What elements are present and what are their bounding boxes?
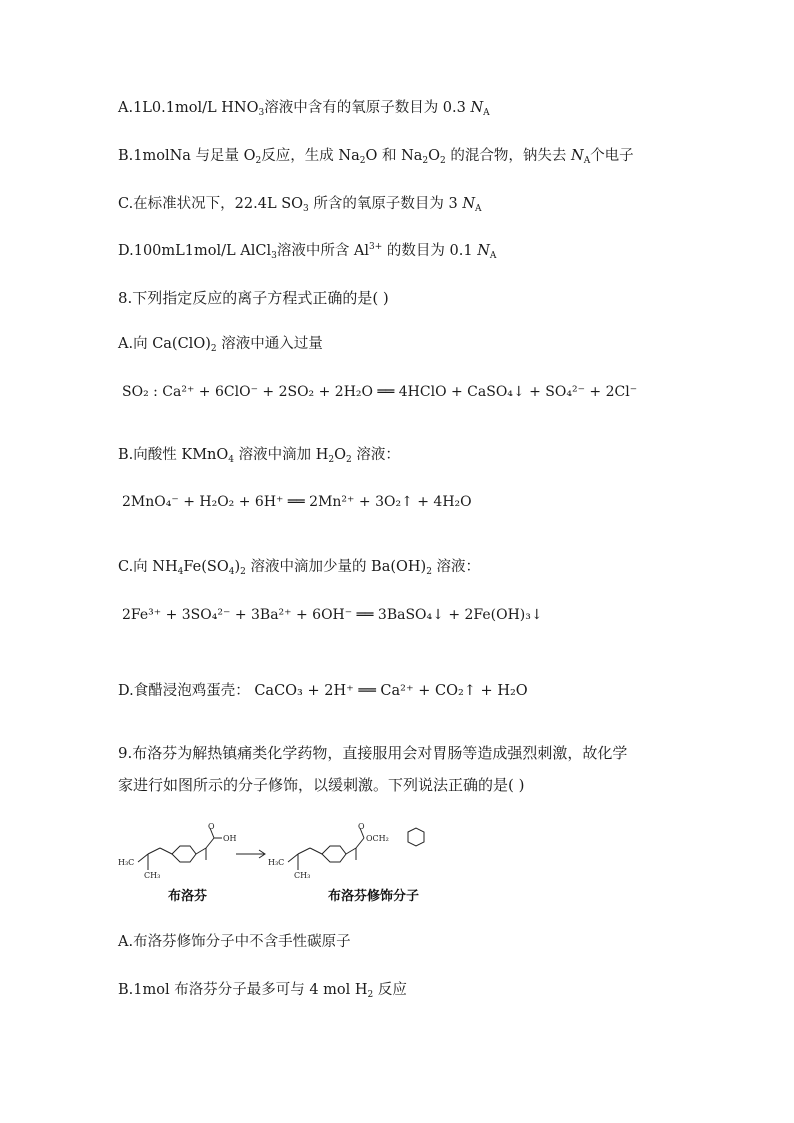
q9-option-b: B.1mol 布洛芬分子最多可与 4 mol $H_2$ 反应 — [118, 982, 407, 1000]
q9-stem-line2: 家进行如图所示的分子修饰，以缓刺激。下列说法正确的是( ) — [118, 776, 525, 794]
h3c-label-left: H₃C — [118, 858, 135, 867]
modified-ibuprofen-label: 布洛芬修饰分子 — [328, 889, 420, 904]
q8-option-d: D.食醋浸泡鸡蛋壳： CaCO₃ + 2H⁺ ══ Ca²⁺ + CO₂↑ + H₂O — [118, 683, 528, 699]
q8-option-b-equation: 2MnO₄⁻ + H₂O₂ + 6H⁺ ══ 2Mn²⁺ + 3O₂↑ + 4H₂O — [122, 494, 472, 510]
q8-option-c-equation: 2Fe³⁺ + 3SO₄²⁻ + 3Ba²⁺ + 6OH⁻ ══ 3BaSO₄↓ + 2Fe(OH)₃↓ — [122, 607, 543, 623]
o-label-right: O — [358, 822, 365, 831]
q8-option-b: B.向酸性 KMnO$_4$ 溶液中滴加 $H_2O_2$ 溶液： — [118, 447, 400, 465]
q8-option-a-equation: SO₂ : Ca²⁺ + 6ClO⁻ + 2SO₂ + 2H₂O ══ 4HClO + CaSO₄↓ + SO₄²⁻ + 2Cl⁻ — [122, 384, 638, 400]
o-label-left: O — [208, 822, 215, 831]
oh-label: OH — [223, 834, 237, 843]
q8-option-c: C.向 $NH_4Fe(SO_4)_2$ 溶液中滴加少量的 $Ba(OH)_2$ 溶液： — [118, 559, 481, 577]
ibuprofen-modification-figure — [118, 820, 438, 910]
ch3-label-left: CH₃ — [144, 871, 161, 880]
q7-option-c: C.在标准状况下，22.4L $SO_3$ 所含的氧原子数目为 3 $N_A$ — [118, 196, 482, 214]
ch3-label-right: CH₃ — [294, 871, 311, 880]
q7-option-b: B.1molNa 与足量 $O_2$反应，生成 $Na_2O$ 和 $Na_2O_2$ 的混合物，钠失去 $N_A$个电子 — [118, 148, 634, 166]
q7-option-a: A.1L0.1mol/L $HNO_3$溶液中含有的氧原子数目为 0.3 $N_A$ — [118, 100, 490, 118]
och2-label: OCH₂ — [366, 834, 389, 843]
q8-option-a: A.向 $Ca(ClO)_2$ 溶液中通入过量 — [118, 336, 323, 354]
h3c-label-right: H₃C — [268, 858, 285, 867]
q8-stem: 8.下列指定反应的离子方程式正确的是( ) — [118, 289, 389, 307]
q9-stem-line1: 9.布洛芬为解热镇痛类化学药物，直接服用会对胃肠等造成强烈刺激，故化学 — [118, 744, 628, 762]
ibuprofen-label: 布洛芬 — [168, 889, 208, 904]
q9-option-a: A.布洛芬修饰分子中不含手性碳原子 — [118, 934, 351, 950]
q7-option-d: D.100mL1mol/L AlCl$_3$溶液中所含 $Al^{3+}$ 的数目为 0.1 $N_A$ — [118, 242, 497, 261]
